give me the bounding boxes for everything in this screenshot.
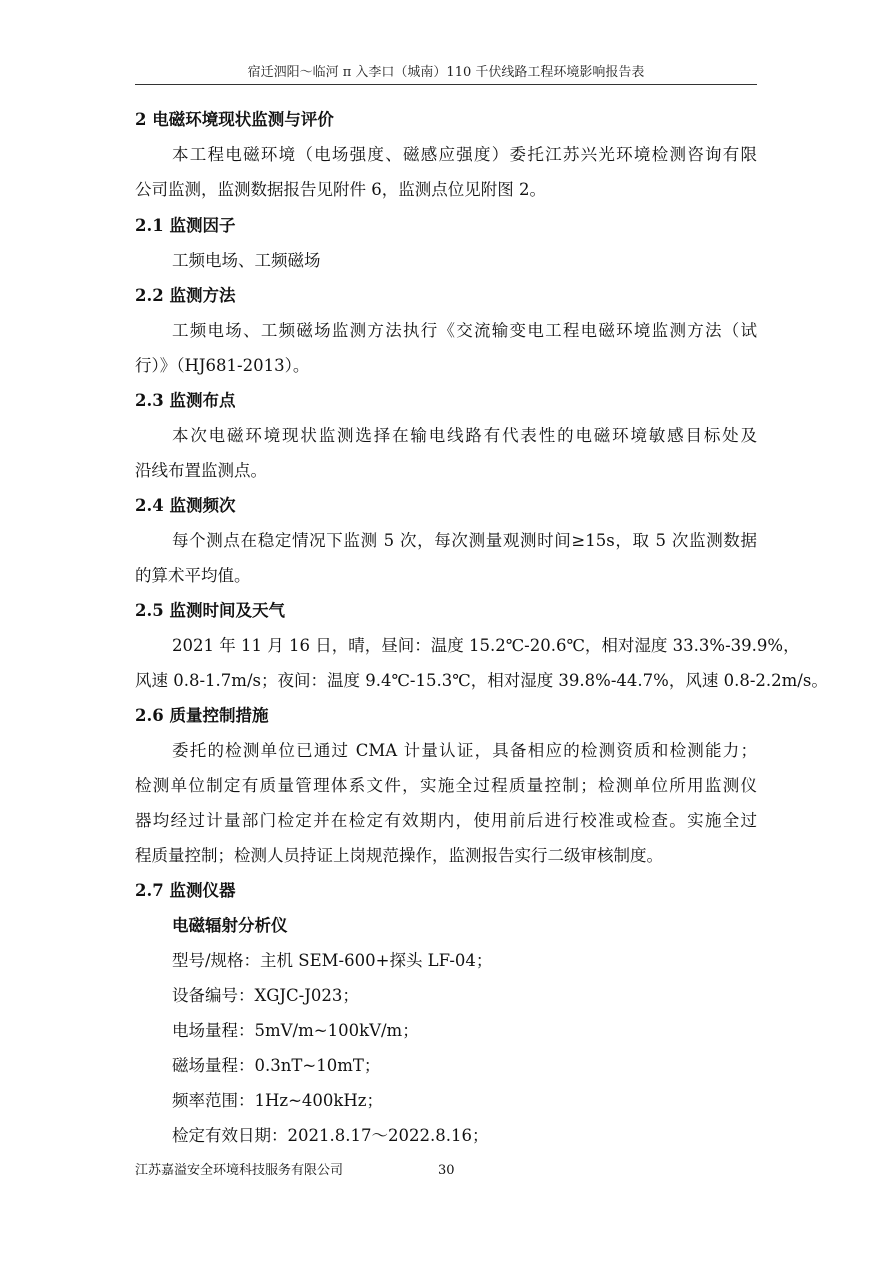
s24-line-1: 每个测点在稳定情况下监测 5 次，每次测量观测时间≥15s，取 5 次监测数据 bbox=[172, 531, 757, 550]
instrument-name: 电磁辐射分析仪 bbox=[172, 916, 288, 935]
s23-line-1: 本次电磁环境现状监测选择在输电线路有代表性的电磁环境敏感目标处及 bbox=[172, 426, 757, 445]
s22-line-1: 工频电场、工频磁场监测方法执行《交流输变电工程电磁环境监测方法（试 bbox=[172, 321, 757, 340]
s22-line-2: 行）》（HJ681-2013）。 bbox=[135, 356, 310, 375]
intro-line-2: 公司监测，监测数据报告见附件 6，监测点位见附图 2。 bbox=[135, 180, 546, 199]
intro-line-1: 本工程电磁环境（电场强度、磁感应强度）委托江苏兴光环境检测咨询有限 bbox=[172, 145, 757, 164]
header-divider bbox=[135, 84, 757, 85]
instrument-device-id: 设备编号：XGJC-J023； bbox=[172, 986, 359, 1005]
s26-line-2: 检测单位制定有质量管理体系文件，实施全过程质量控制；检测单位所用监测仪 bbox=[135, 776, 757, 795]
s26-line-3: 器均经过计量部门检定并在检定有效期内，使用前后进行校准或检查。实施全过 bbox=[135, 811, 757, 830]
page-number: 30 bbox=[438, 1163, 455, 1178]
instrument-model: 型号/规格：主机 SEM-600+探头 LF-04； bbox=[172, 951, 493, 970]
subsection-heading-2-1: 2.1 监测因子 bbox=[135, 216, 236, 235]
s26-line-4: 程质量控制；检测人员持证上岗规范操作，监测报告实行二级审核制度。 bbox=[135, 846, 663, 865]
s21-text: 工频电场、工频磁场 bbox=[172, 251, 321, 270]
footer-company-name: 江苏嘉溢安全环境科技服务有限公司 bbox=[135, 1163, 344, 1178]
s25-line-1: 2021 年 11 月 16 日，晴，昼间：温度 15.2℃-20.6℃，相对湿度 33.3%-39.9%， bbox=[172, 636, 800, 655]
subsection-heading-2-2: 2.2 监测方法 bbox=[135, 286, 236, 305]
instrument-calibration-date: 检定有效日期：2021.8.17～2022.8.16； bbox=[172, 1126, 489, 1145]
section-heading: 2 电磁环境现状监测与评价 bbox=[135, 110, 334, 129]
instrument-m-field-range: 磁场量程：0.3nT~10mT； bbox=[172, 1056, 381, 1075]
s24-line-2: 的算术平均值。 bbox=[135, 566, 251, 585]
s23-line-2: 沿线布置监测点。 bbox=[135, 461, 267, 480]
subsection-heading-2-5: 2.5 监测时间及天气 bbox=[135, 601, 285, 620]
subsection-heading-2-4: 2.4 监测频次 bbox=[135, 496, 236, 515]
subsection-heading-2-7: 2.7 监测仪器 bbox=[135, 881, 236, 900]
subsection-heading-2-3: 2.3 监测布点 bbox=[135, 391, 236, 410]
s26-line-1: 委托的检测单位已通过 CMA 计量认证，具备相应的检测资质和检测能力； bbox=[172, 741, 757, 760]
s25-line-2: 风速 0.8-1.7m/s；夜间：温度 9.4℃-15.3℃，相对湿度 39.8%-44.7%，风速 0.8-2.2m/s。 bbox=[135, 671, 828, 690]
subsection-heading-2-6: 2.6 质量控制措施 bbox=[135, 706, 269, 725]
instrument-frequency-range: 频率范围：1Hz~400kHz； bbox=[172, 1091, 383, 1110]
page-header-title: 宿迁泗阳～临河 π 入李口（城南）110 千伏线路工程环境影响报告表 bbox=[247, 65, 645, 80]
instrument-e-field-range: 电场量程：5mV/m~100kV/m； bbox=[172, 1021, 419, 1040]
